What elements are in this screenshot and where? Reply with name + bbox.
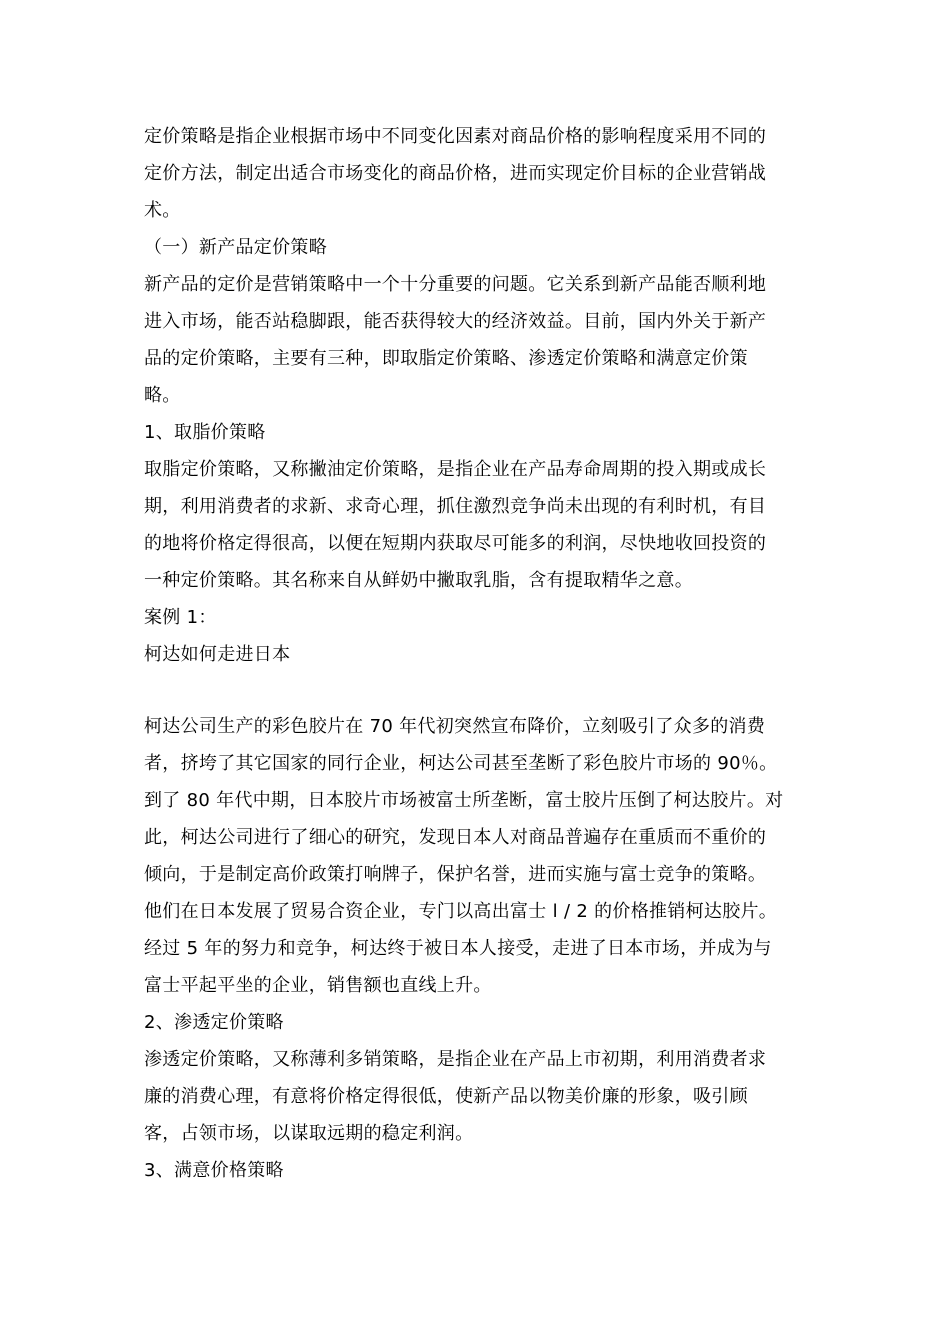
paragraph-line: 富士平起平坐的企业，销售额也直线上升。 xyxy=(144,975,492,996)
paragraph-line: 定价方法，制定出适合市场变化的商品价格，进而实现定价目标的企业营销战 xyxy=(144,163,767,184)
paragraph-line: 的地将价格定得很高，以便在短期内获取尽可能多的利润，尽快地收回投资的 xyxy=(144,533,767,554)
paragraph-line: 倾向，于是制定高价政策打响牌子，保护名誉，进而实施与富士竞争的策略。 xyxy=(144,864,767,885)
case-label: 案例 1： xyxy=(144,607,217,628)
paragraph-line: 渗透定价策略，又称薄利多销策略，是指企业在产品上市初期，利用消费者求 xyxy=(144,1049,767,1070)
paragraph-line: 期，利用消费者的求新、求奇心理，抓住激烈竞争尚未出现的有利时机，有目 xyxy=(144,496,767,517)
paragraph-line: 柯达公司生产的彩色胶片在 70 年代初突然宣布降价，立刻吸引了众多的消费 xyxy=(144,716,766,737)
paragraph-line: 取脂定价策略，又称撇油定价策略，是指企业在产品寿命周期的投入期或成长 xyxy=(144,459,767,480)
paragraph-line: 定价策略是指企业根据市场中不同变化因素对商品价格的影响程度采用不同的 xyxy=(144,126,767,147)
paragraph-line: 到了 80 年代中期，日本胶片市场被富士所垄断，富士胶片压倒了柯达胶片。对 xyxy=(144,790,784,811)
paragraph-line: 一种定价策略。其名称来自从鲜奶中撇取乳脂，含有提取精华之意。 xyxy=(144,570,693,591)
paragraph-line: 他们在日本发展了贸易合资企业，专门以高出富士 l / 2 的价格推销柯达胶片。 xyxy=(144,901,778,922)
paragraph-line: 者，挤垮了其它国家的同行企业，柯达公司甚至垄断了彩色胶片市场的 90％。 xyxy=(144,753,778,774)
section-heading: 2、渗透定价策略 xyxy=(144,1012,284,1033)
paragraph-line: 新产品的定价是营销策略中一个十分重要的问题。它关系到新产品能否顺利地 xyxy=(144,274,767,295)
paragraph-line: 经过 5 年的努力和竞争，柯达终于被日本人接受，走进了日本市场，并成为与 xyxy=(144,938,772,959)
paragraph-line: 进入市场，能否站稳脚跟，能否获得较大的经济效益。目前，国内外关于新产 xyxy=(144,311,767,332)
section-heading: （一）新产品定价策略 xyxy=(144,237,327,258)
paragraph-line: 品的定价策略，主要有三种，即取脂定价策略、渗透定价策略和满意定价策 xyxy=(144,348,748,369)
paragraph-line: 术。 xyxy=(144,200,181,221)
paragraph-line: 廉的消费心理，有意将价格定得很低，使新产品以物美价廉的形象，吸引顾 xyxy=(144,1086,748,1107)
paragraph-line: 此，柯达公司进行了细心的研究，发现日本人对商品普遍存在重质而不重价的 xyxy=(144,827,767,848)
section-heading: 3、满意价格策略 xyxy=(144,1160,284,1181)
section-heading: 1、取脂价策略 xyxy=(144,422,266,443)
paragraph-line: 略。 xyxy=(144,385,181,406)
paragraph-line: 客，占领市场，以谋取远期的稳定利润。 xyxy=(144,1123,474,1144)
case-title: 柯达如何走进日本 xyxy=(144,644,291,665)
